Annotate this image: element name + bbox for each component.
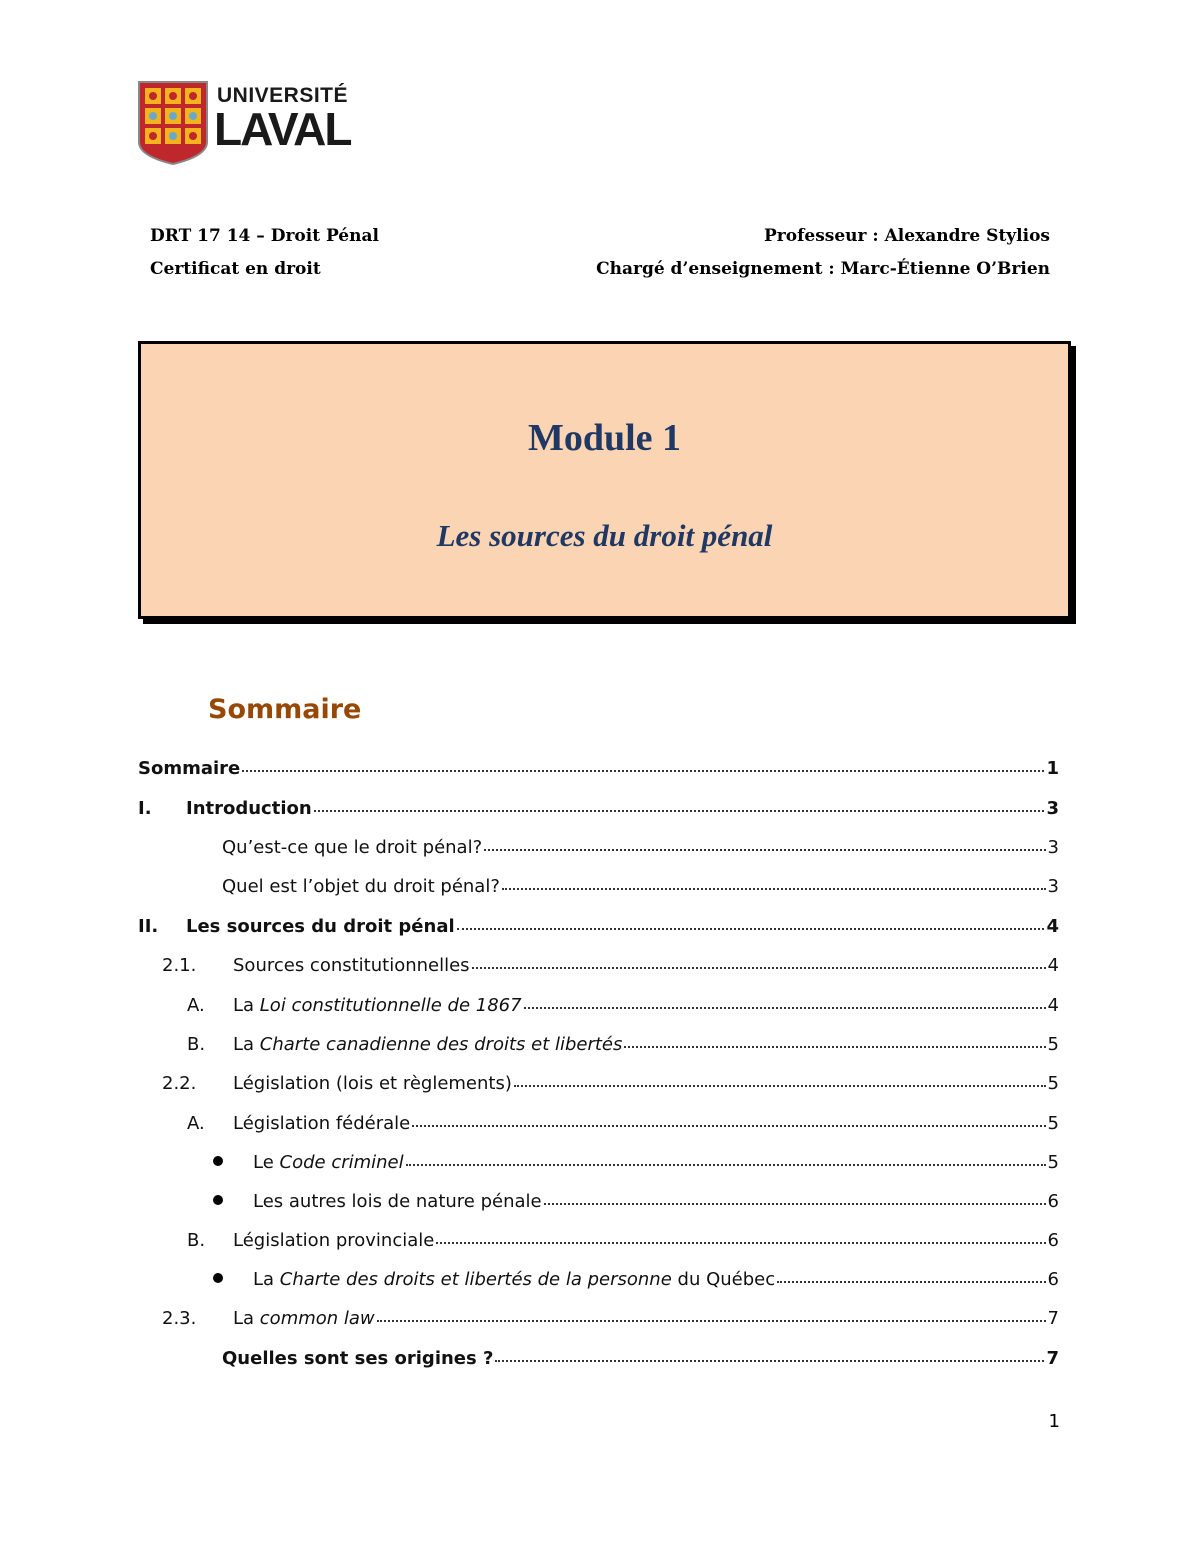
- toc-label: Législation (lois et règlements): [233, 1073, 512, 1094]
- toc-leader: [524, 989, 1046, 1009]
- toc-leader: [502, 870, 1046, 890]
- toc-entry[interactable]: [187, 1109, 1059, 1137]
- bullet-icon: [213, 1195, 223, 1205]
- toc-entry[interactable]: [138, 794, 1059, 822]
- toc-number: A.: [187, 1113, 205, 1134]
- toc-page: 6: [1047, 1191, 1059, 1212]
- toc-entry[interactable]: [213, 1265, 1059, 1293]
- toc-leader: [242, 752, 1044, 772]
- toc-page: 1: [1046, 758, 1059, 779]
- toc-leader: [457, 910, 1045, 930]
- toc-entry[interactable]: [213, 1187, 1059, 1215]
- toc-label: La Charte canadienne des droits et libertés: [233, 1034, 623, 1055]
- toc-page: 5: [1047, 1073, 1059, 1094]
- toc-label: La Charte des droits et libertés de la personne du Québec: [253, 1269, 776, 1290]
- toc-entry[interactable]: [138, 912, 1059, 940]
- module-title-box: [138, 341, 1071, 619]
- toc-page: 5: [1047, 1113, 1059, 1134]
- toc-leader: [314, 792, 1045, 812]
- page-number: 1: [1048, 1411, 1060, 1432]
- toc-leader: [514, 1067, 1046, 1087]
- toc-leader: [484, 831, 1045, 851]
- toc-label: Qu’est-ce que le droit pénal?: [222, 837, 483, 858]
- toc-label: La common law: [233, 1308, 375, 1329]
- toc-label: Les autres lois de nature pénale: [253, 1191, 542, 1212]
- toc-leader: [544, 1185, 1046, 1205]
- toc-number: 2.2.: [162, 1073, 197, 1094]
- toc-entry[interactable]: [222, 1344, 1059, 1372]
- toc-page: 6: [1047, 1230, 1059, 1251]
- course-code: DRT 17 14 – Droit Pénal: [150, 226, 379, 246]
- toc-leader: [777, 1263, 1045, 1283]
- module-subtitle: Les sources du droit pénal: [436, 518, 773, 553]
- toc-leader: [472, 949, 1046, 969]
- sommaire-heading: Sommaire: [208, 694, 362, 725]
- lecturer-name: Chargé d’enseignement : Marc-Étienne O’Brien: [596, 259, 1050, 279]
- toc-label: Les sources du droit pénal: [186, 916, 455, 937]
- logo-line2: LAVAL: [214, 103, 351, 155]
- toc-label: Quelles sont ses origines ?: [222, 1348, 494, 1369]
- toc-label: Législation provinciale: [233, 1230, 435, 1251]
- toc-number: 2.3.: [162, 1308, 197, 1329]
- toc-page: 3: [1047, 876, 1059, 897]
- toc-leader: [406, 1146, 1046, 1166]
- toc-leader: [377, 1302, 1046, 1322]
- toc-label: Législation fédérale: [233, 1113, 411, 1134]
- toc-page: 3: [1047, 837, 1059, 858]
- toc-entry[interactable]: [162, 1304, 1059, 1332]
- toc-page: 4: [1047, 995, 1059, 1016]
- toc-entry[interactable]: [187, 991, 1059, 1019]
- bullet-icon: [213, 1156, 223, 1166]
- toc-page: 4: [1047, 955, 1059, 976]
- toc-label: La Loi constitutionnelle de 1867: [233, 995, 522, 1016]
- toc-page: 5: [1047, 1034, 1059, 1055]
- toc-page: 4: [1046, 916, 1059, 937]
- module-title: Module 1: [527, 417, 682, 459]
- toc-label: Sommaire: [138, 758, 241, 779]
- toc-page: 3: [1046, 798, 1059, 819]
- professor-name: Professeur : Alexandre Stylios: [764, 226, 1050, 246]
- toc-entry[interactable]: [222, 872, 1059, 900]
- toc-page: 5: [1047, 1152, 1059, 1173]
- toc-number: B.: [187, 1034, 206, 1055]
- toc-page: 6: [1047, 1269, 1059, 1290]
- program-name: Certificat en droit: [150, 259, 321, 279]
- toc-entry[interactable]: [213, 1148, 1059, 1176]
- toc-leader: [624, 1028, 1045, 1048]
- toc-entry[interactable]: [187, 1226, 1059, 1254]
- toc-page: 7: [1046, 1348, 1059, 1369]
- toc-label: Sources constitutionnelles: [233, 955, 470, 976]
- toc-leader: [436, 1224, 1045, 1244]
- university-logo: [137, 80, 351, 166]
- logo-line1: UNIVERSITÉ: [217, 84, 349, 107]
- toc-entry[interactable]: [138, 754, 1059, 782]
- toc-entry[interactable]: [187, 1030, 1059, 1058]
- toc-leader: [412, 1107, 1045, 1127]
- toc-page: 7: [1047, 1308, 1059, 1329]
- toc-entry[interactable]: [222, 833, 1059, 861]
- toc-number: 2.1.: [162, 955, 197, 976]
- toc-label: Le Code criminel: [253, 1152, 404, 1173]
- toc-number: B.: [187, 1230, 206, 1251]
- toc-number: I.: [138, 798, 152, 819]
- toc-label: Quel est l’objet du droit pénal?: [222, 876, 500, 897]
- toc-entry[interactable]: [162, 951, 1059, 979]
- toc-leader: [495, 1342, 1044, 1362]
- toc-entry[interactable]: [162, 1069, 1059, 1097]
- bullet-icon: [213, 1273, 223, 1283]
- toc-number: II.: [138, 916, 159, 937]
- toc-label: Introduction: [186, 798, 312, 819]
- toc-number: A.: [187, 995, 205, 1016]
- shield-icon: [137, 80, 209, 166]
